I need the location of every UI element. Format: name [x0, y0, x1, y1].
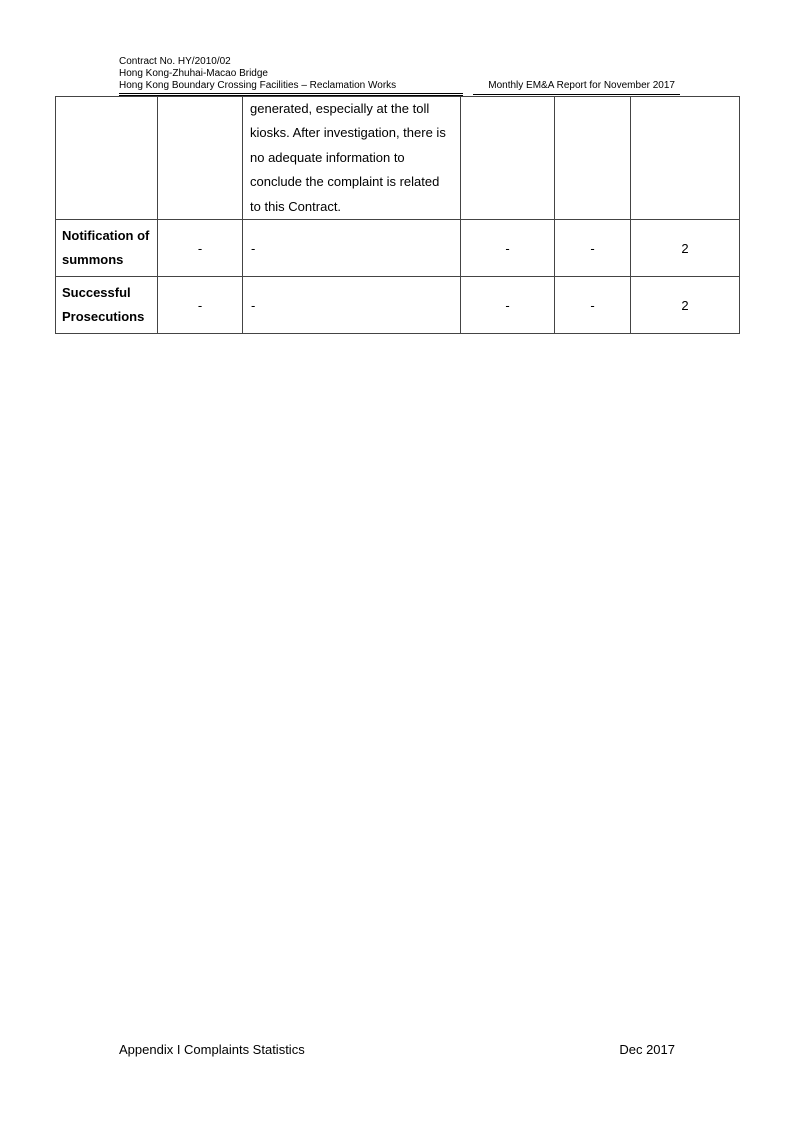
project-name: Hong Kong-Zhuhai-Macao Bridge	[119, 68, 268, 79]
footer-date: Dec 2017	[619, 1042, 675, 1057]
header-rule-left	[119, 93, 463, 94]
label-line: Successful	[62, 285, 131, 301]
table-cell-count: 2	[631, 277, 740, 334]
description-line: kiosks. After investigation, there is	[250, 125, 446, 141]
label-line: Notification of	[62, 228, 150, 244]
description-line: conclude the complaint is related	[250, 174, 440, 190]
table-cell: -	[461, 277, 555, 334]
table-cell	[461, 97, 555, 220]
table-row	[56, 220, 740, 277]
table-cell: -	[158, 277, 243, 334]
table-cell: -	[555, 220, 631, 277]
header-rule-right	[473, 94, 680, 95]
continued-description-cell	[243, 97, 461, 220]
row-label-notification-of-summons	[56, 220, 158, 277]
page-footer	[119, 1042, 675, 1057]
table-row	[56, 277, 740, 334]
description-line: generated, especially at the toll	[250, 101, 430, 116]
table-cell	[56, 97, 158, 220]
label-line: Prosecutions	[62, 309, 145, 325]
header-row	[119, 80, 680, 92]
description-line: no adequate information to	[250, 149, 405, 165]
table-cell	[555, 97, 631, 220]
table-cell: -	[243, 220, 461, 277]
works-title: Hong Kong Boundary Crossing Facilities – Reclamation Works	[119, 80, 397, 91]
table-row-continued	[56, 97, 740, 220]
page-header	[119, 56, 680, 92]
footer-appendix-title: Appendix I Complaints Statistics	[119, 1042, 305, 1057]
table-cell-count: 2	[631, 220, 740, 277]
table-cell	[158, 97, 243, 220]
table-cell: -	[243, 277, 461, 334]
report-title: Monthly EM&A Report for November 2017	[488, 80, 675, 91]
description-line: to this Contract.	[250, 198, 342, 214]
table-cell: -	[461, 220, 555, 277]
table-cell: -	[158, 220, 243, 277]
contract-number: Contract No. HY/2010/02	[119, 56, 231, 67]
row-label-successful-prosecutions	[56, 277, 158, 334]
table-cell	[631, 97, 740, 220]
complaints-statistics-table	[55, 96, 740, 334]
label-line: summons	[62, 252, 124, 268]
table-cell: -	[555, 277, 631, 334]
